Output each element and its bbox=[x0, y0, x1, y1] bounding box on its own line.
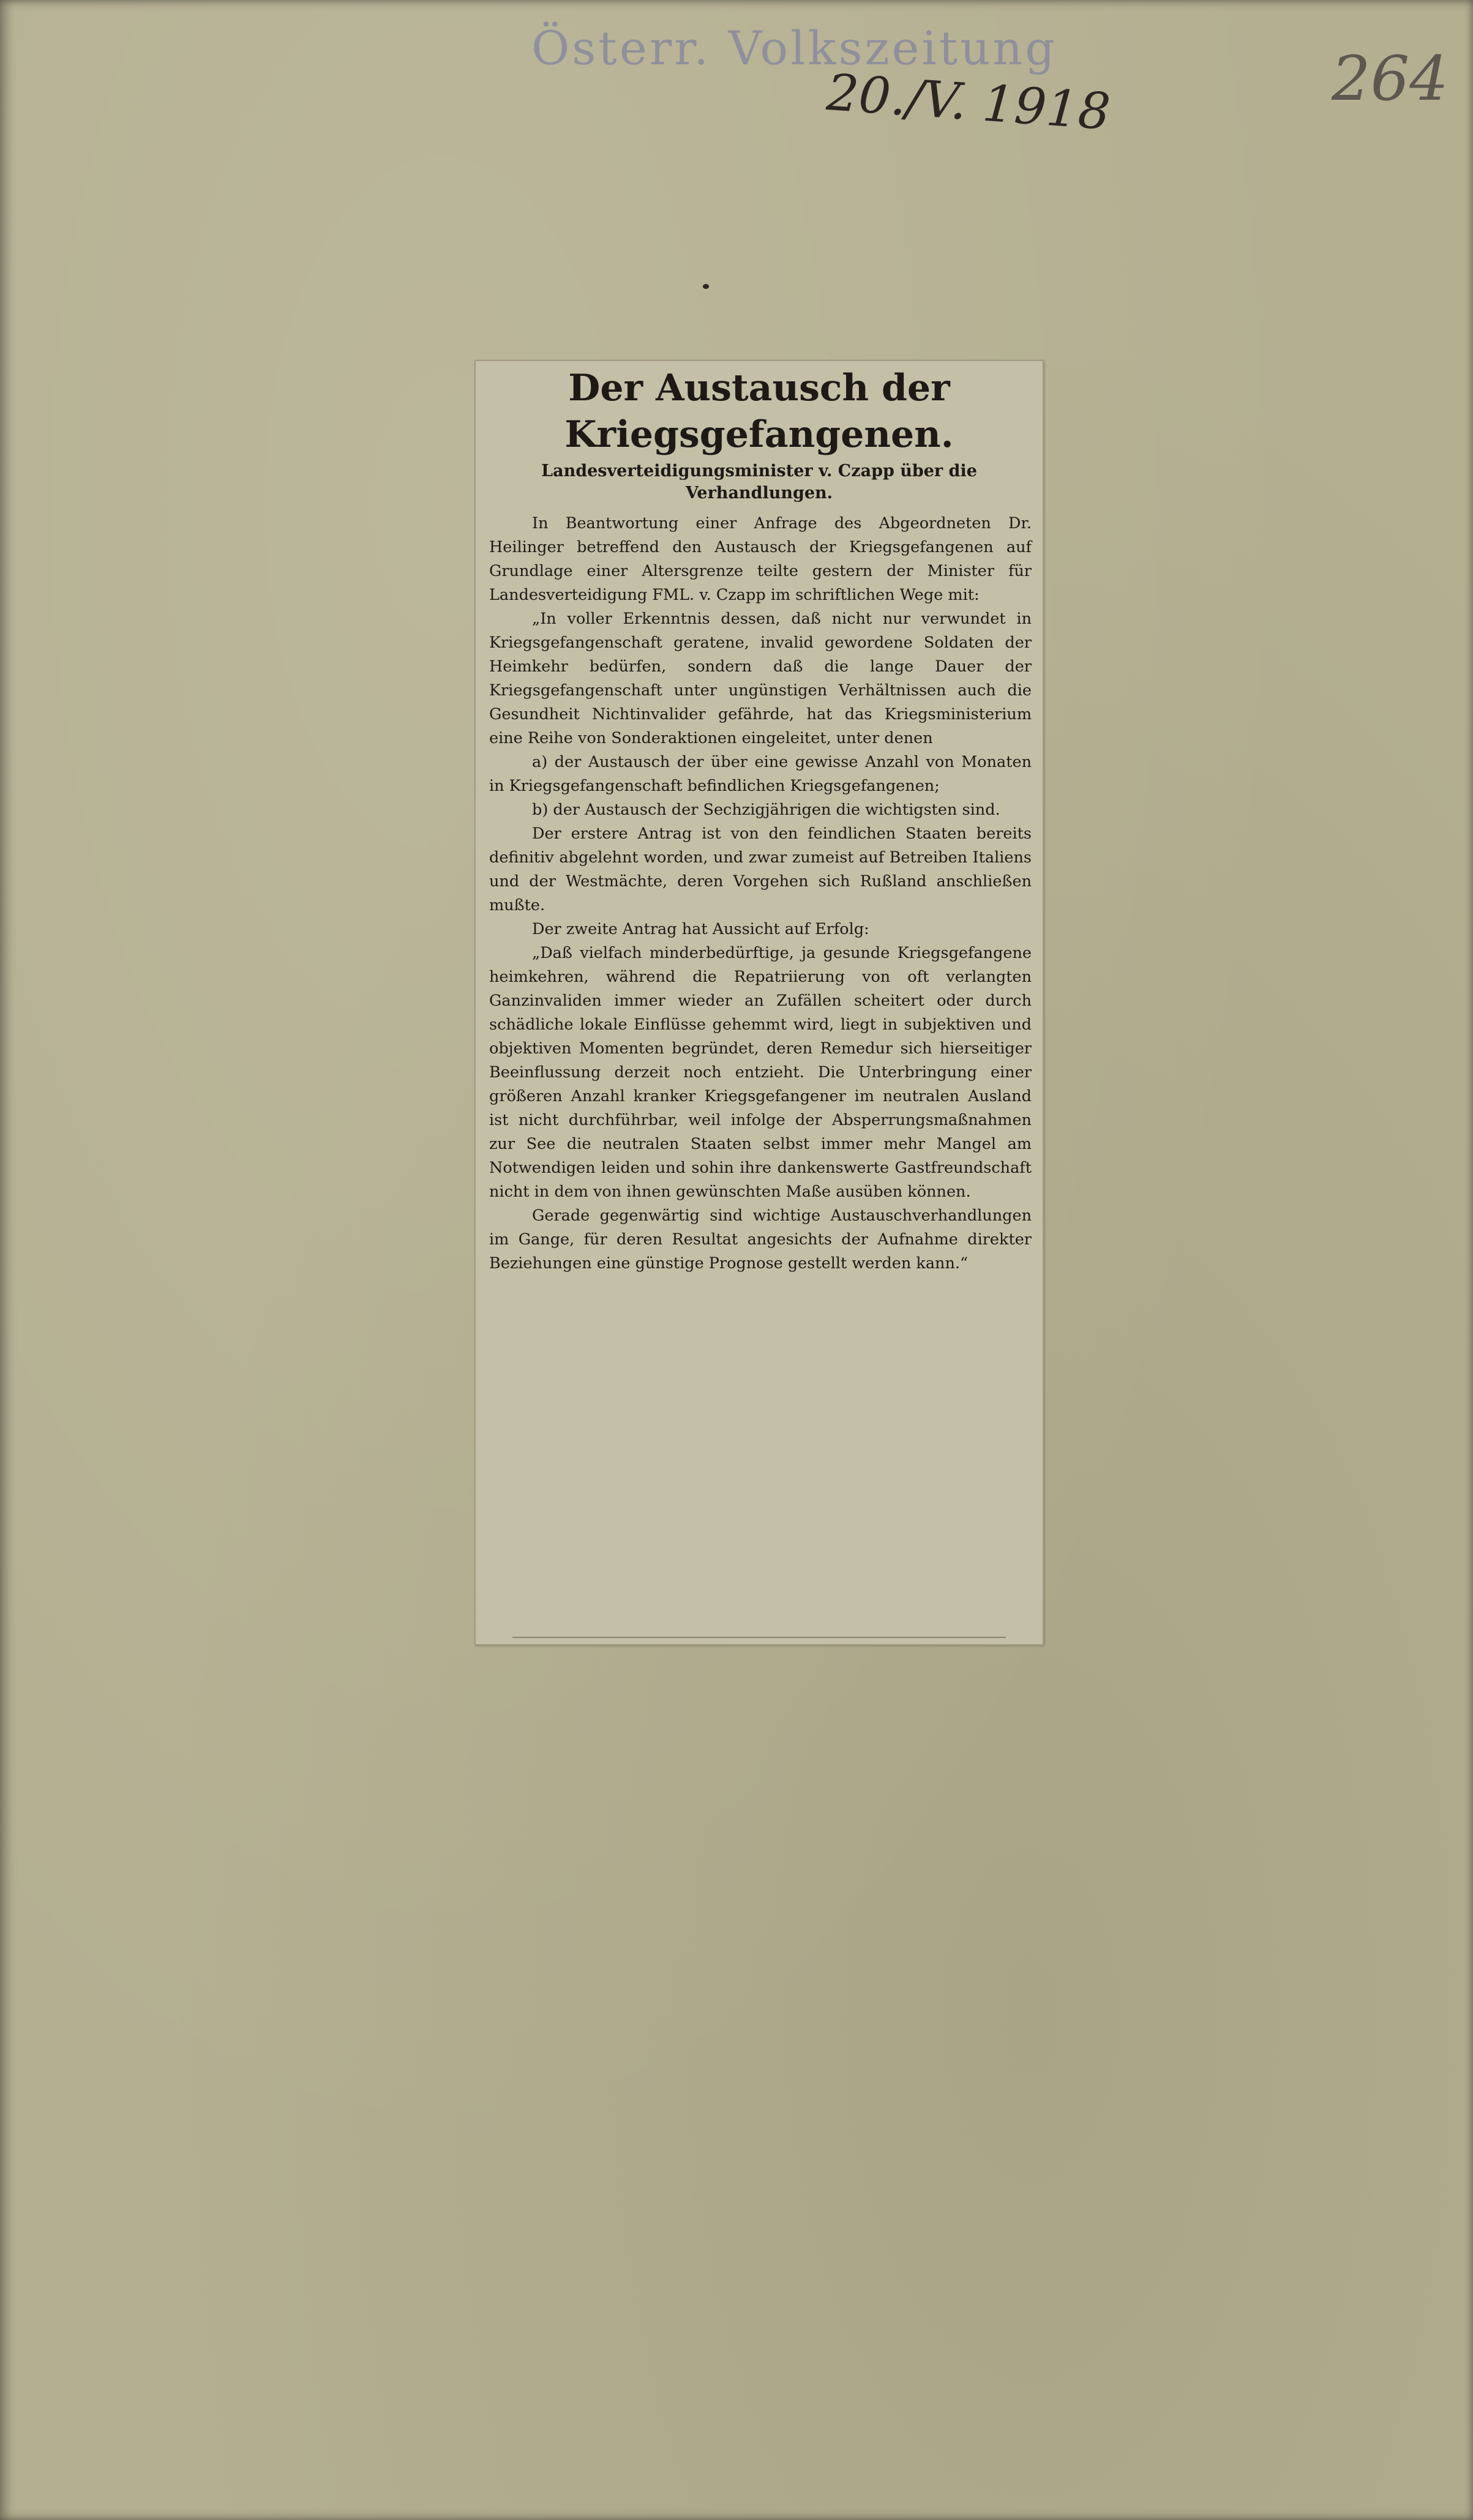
article-paragraph: Der erstere Antrag ist von den feindlichen Staaten bereits definitiv abgelehnt worden, und zwar zumeist auf Betreiben Italiens und der Westmächte, deren Vorgehen sich Rußland anschließen mußte. bbox=[489, 824, 1032, 914]
article-headline: Der Austausch der Kriegsgefangenen. bbox=[564, 367, 954, 456]
newspaper-stamp: Österr. Volkszeitung bbox=[531, 21, 1057, 75]
page-number: 264 bbox=[1332, 43, 1449, 114]
article-paragraph: In Beantwortung einer Anfrage des Abgeordneten Dr. Heilinger betreffend den Austausch der Kriegsgefangenen auf Grundlage einer Altersgrenze teilte gestern der Minister für Landesverteidigung FML. v. Czapp im schriftlichen Wege mit: bbox=[489, 514, 1032, 604]
article-body bbox=[476, 512, 1043, 1276]
article-paragraph: b) der Austausch der Sechzigjährigen die wichtigsten sind. bbox=[532, 801, 1000, 819]
article-paragraph: „In voller Erkenntnis dessen, daß nicht nur verwundet in Kriegsgefangenschaft geratene, invalid gewordene Soldaten der Heimkehr bedürfen, sondern daß die lange Dauer der Kriegsgefangenschaft unter ungünstigen Verhältnissen auch die Gesundheit Nichtinvalider gefährde, hat das Kriegsministerium eine Reihe von Sonderaktionen eingeleitet, unter denen bbox=[489, 610, 1032, 747]
article-subheadline: Landesverteidigungsminister v. Czapp über die Verhandlungen. bbox=[541, 462, 977, 503]
article-paragraph: a) der Austausch der über eine gewisse Anzahl von Monaten in Kriegsgefangenschaft befindlichen Kriegsgefangenen; bbox=[489, 753, 1032, 795]
clipping-bottom-rule bbox=[512, 1637, 1006, 1638]
newspaper-clipping bbox=[474, 360, 1044, 1645]
ink-dot bbox=[703, 284, 709, 289]
article-paragraph: „Daß vielfach minderbedürftige, ja gesunde Kriegsgefangene heimkehren, während die Repatriierung von oft verlangten Ganzinvaliden immer wieder an Zufällen scheitert oder durch schädliche lokale Einflüsse gehemmt wird, liegt in subjektiven und objektiven Momenten begründet, deren Remedur sich hierseitiger Beeinflussung derzeit noch entzieht. Die Unterbringung einer größeren Anzahl kranker Kriegsgefangener im neutralen Ausland ist nicht durchführbar, weil infolge der Absperrungsmaßnahmen zur See die neutralen Staaten selbst immer mehr Mangel am Notwendigen leiden und sohin ihre dankenswerte Gastfreundschaft nicht in dem von ihnen gewünschten Maße ausüben können. bbox=[489, 944, 1032, 1201]
handwritten-date: 20./V. 1918 bbox=[825, 63, 1112, 142]
article-paragraph: Gerade gegenwärtig sind wichtige Austauschverhandlungen im Gange, für deren Resultat angesichts der Aufnahme direkter Beziehungen eine günstige Prognose gestellt werden kann.“ bbox=[489, 1206, 1032, 1273]
article-paragraph: Der zweite Antrag hat Aussicht auf Erfolg: bbox=[532, 920, 869, 938]
